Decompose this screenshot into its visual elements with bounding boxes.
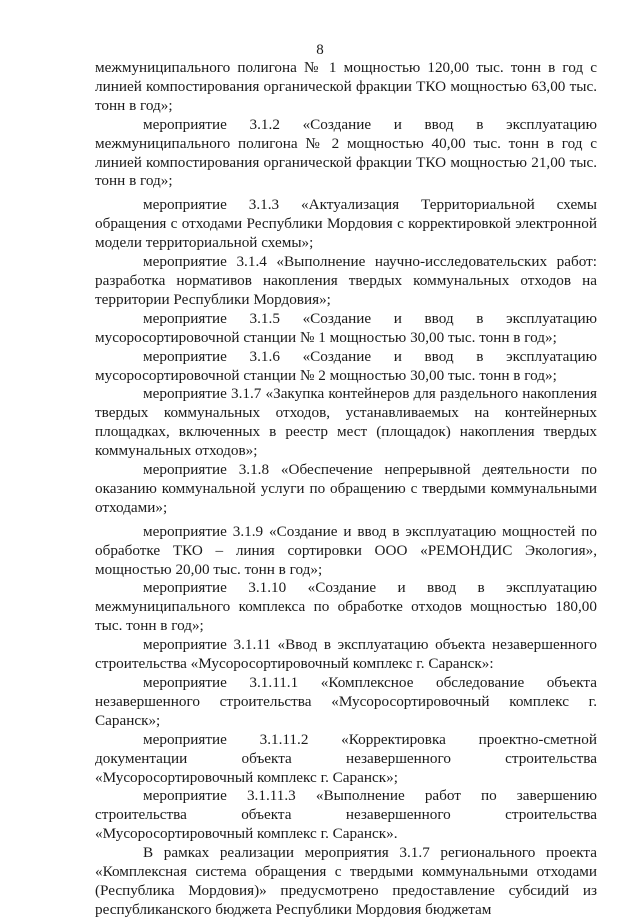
paragraph: мероприятие 3.1.10 «Создание и ввод в эксплуатацию межмуниципального комплекса по обработке отходов мощностью 180,00 тыс. тонн в год»; [95,579,597,635]
paragraph: мероприятие 3.1.11.2 «Корректировка проектно-сметной документации объекта незавершенного строительства «Мусоросортировочный комплекс г. Саранск»; [95,730,597,786]
paragraph: мероприятие 3.1.11.3 «Выполнение работ по завершению строительства объекта незавершенного строительства «Мусоросортировочный комплекс г. Саранск». [95,787,597,843]
paragraph: мероприятие 3.1.7 «Закупка контейнеров для раздельного накопления твердых коммунальных отходов, устанавливаемых на контейнерных площадках, включенных в реестр мест (площадок) накопления твердых коммунальных отходов»; [95,385,597,460]
paragraph: межмуниципального полигона № 1 мощностью 120,00 тыс. тонн в год с линией компостирования органической фракции ТКО мощностью 63,00 тыс. тонн в год»; [95,59,597,114]
paragraph: мероприятие 3.1.2 «Создание и ввод в эксплуатацию межмуниципального полигона № 2 мощностью 40,00 тыс. тонн в год с линией компостирования органической фракции ТКО мощностью 21,00 тыс. тонн в год»; [95,115,597,190]
paragraph: мероприятие 3.1.4 «Выполнение научно-исследовательских работ: разработка нормативов накопления твердых коммунальных отходов на территории Республики Мордовия»; [95,253,597,308]
paragraph: мероприятие 3.1.3 «Актуализация Территориальной схемы обращения с отходами Республики Мордовия с корректировкой электронной модели территориальной схемы»; [95,196,597,252]
paragraph: мероприятие 3.1.8 «Обеспечение непрерывной деятельности по оказанию коммунальной услуги по обращению с твердыми коммунальными отходами»; [95,461,597,516]
paragraph: мероприятие 3.1.5 «Создание и ввод в эксплуатацию мусоросортировочной станции № 1 мощностью 30,00 тыс. тонн в год»; [95,309,597,346]
document-body [95,59,597,920]
paragraph: мероприятие 3.1.11 «Ввод в эксплуатацию объекта незавершенного строительства «Мусоросортировочный комплекс г. Саранск»: [95,636,597,673]
paragraph: мероприятие 3.1.6 «Создание и ввод в эксплуатацию мусоросортировочной станции № 2 мощностью 30,00 тыс. тонн в год»; [95,347,597,384]
paragraph: мероприятие 3.1.9 «Создание и ввод в эксплуатацию мощностей по обработке ТКО – линия сортировки ООО «РЕМОНДИС Экология», мощностью 20,00 тыс. тонн в год»; [95,522,597,578]
paragraph: В рамках реализации мероприятия 3.1.7 регионального проекта «Комплексная система обращения с твердыми коммунальными отходами (Республика Мордовия)» предусмотрено предоставление субсидий из республиканского бюджета Республики Мордовия бюджетам [95,844,597,918]
paragraph: мероприятие 3.1.11.1 «Комплексное обследование объекта незавершенного строительства «Мусоросортировочный комплекс г. Саранск»; [95,674,597,729]
page-number: 8 [316,42,324,58]
